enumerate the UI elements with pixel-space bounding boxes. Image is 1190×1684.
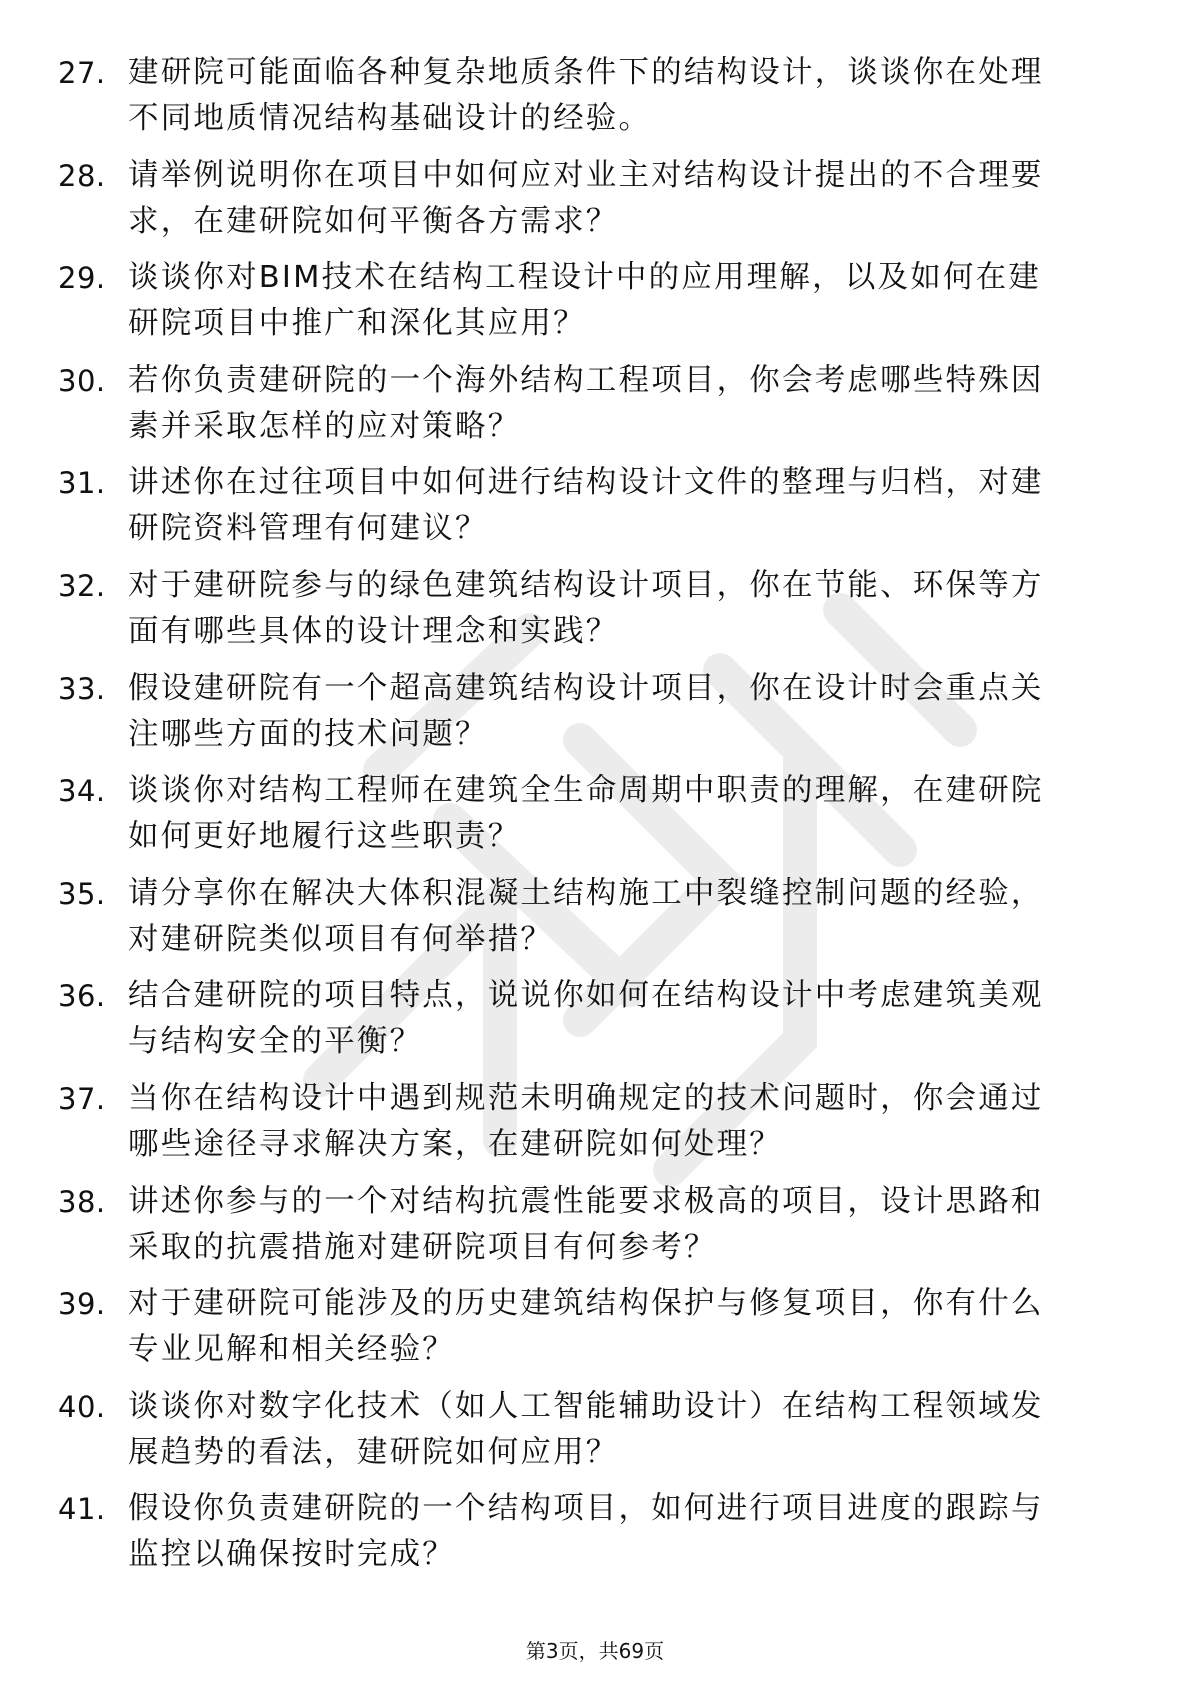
question-text-line: 对于建研院参与的绿色建筑结构设计项目，你在节能、环保等方 — [128, 567, 1044, 603]
question-text-line: 如何更好地履行这些职责？ — [128, 819, 521, 855]
question-text-line: 展趋势的看法，建研院如何应用？ — [128, 1434, 619, 1470]
question-text — [128, 255, 1168, 347]
question-text-line: 哪些途径寻求解决方案，在建研院如何处理？ — [128, 1126, 782, 1162]
question-number: 37. — [58, 1081, 106, 1116]
question-text-line: 面有哪些具体的设计理念和实践？ — [128, 613, 619, 649]
question-text — [128, 153, 1168, 245]
question-number: 29. — [58, 261, 106, 296]
question-number: 35. — [58, 876, 106, 911]
question-text-line: 求，在建研院如何平衡各方需求？ — [128, 203, 619, 239]
question-item — [58, 973, 1118, 1076]
question-number: 32. — [58, 568, 106, 603]
question-number: 36. — [58, 979, 106, 1014]
question-text — [128, 1486, 1168, 1578]
question-item — [58, 1486, 1118, 1589]
question-text — [128, 1076, 1168, 1168]
question-text — [128, 666, 1168, 758]
question-text-line: 请举例说明你在项目中如何应对业主对结构设计提出的不合理要 — [128, 157, 1044, 193]
question-text — [128, 1384, 1168, 1476]
question-text-line: 请分享你在解决大体积混凝土结构施工中裂缝控制问题的经验， — [128, 875, 1044, 911]
question-item — [58, 768, 1118, 871]
question-item — [58, 563, 1118, 666]
question-text-line: 对建研院类似项目有何举措？ — [128, 921, 554, 957]
question-text-line: 素并采取怎样的应对策略？ — [128, 408, 521, 444]
question-text-line: 讲述你参与的一个对结构抗震性能要求极高的项目，设计思路和 — [128, 1183, 1044, 1219]
question-text-line: 假设你负责建研院的一个结构项目，如何进行项目进度的跟踪与 — [128, 1491, 1044, 1527]
question-item — [58, 1281, 1118, 1384]
question-item — [58, 1179, 1118, 1282]
question-number: 40. — [58, 1389, 106, 1424]
question-text-line: 谈谈你对BIM技术在结构工程设计中的应用理解，以及如何在建 — [128, 260, 1042, 296]
question-number: 39. — [58, 1287, 106, 1322]
question-item — [58, 255, 1118, 358]
question-text-line: 不同地质情况结构基础设计的经验。 — [128, 101, 652, 136]
question-text-line: 讲述你在过往项目中如何进行结构设计文件的整理与归档，对建 — [128, 465, 1044, 501]
question-text — [128, 1281, 1168, 1373]
question-text — [128, 1179, 1168, 1271]
question-number: 27. — [58, 56, 106, 90]
question-text-line: 谈谈你对数字化技术（如人工智能辅助设计）在结构工程领域发 — [128, 1388, 1044, 1424]
question-number: 41. — [58, 1492, 106, 1527]
question-text-line: 当你在结构设计中遇到规范未明确规定的技术问题时，你会通过 — [128, 1080, 1044, 1116]
question-text-line: 采取的抗震措施对建研院项目有何参考？ — [128, 1229, 717, 1265]
question-item — [58, 50, 1118, 153]
question-number: 28. — [58, 158, 106, 193]
question-text-line: 研院资料管理有何建议？ — [128, 511, 488, 547]
question-item — [58, 358, 1118, 461]
question-text — [128, 50, 1168, 142]
question-text-line: 谈谈你对结构工程师在建筑全生命周期中职责的理解，在建研院 — [128, 773, 1044, 809]
question-item — [58, 1384, 1118, 1487]
question-number: 38. — [58, 1184, 106, 1219]
question-text-line: 假设建研院有一个超高建筑结构设计项目，你在设计时会重点关 — [128, 670, 1044, 706]
question-item — [58, 153, 1118, 256]
question-item — [58, 871, 1118, 974]
question-number: 33. — [58, 671, 106, 706]
question-number: 30. — [58, 363, 106, 398]
question-number: 31. — [58, 466, 106, 501]
question-text — [128, 768, 1168, 860]
page-number-label: 第3页，共69页 — [525, 1639, 665, 1663]
question-text-line: 对于建研院可能涉及的历史建筑结构保护与修复项目，你有什么 — [128, 1286, 1044, 1322]
question-text-line: 监控以确保按时完成？ — [128, 1537, 455, 1573]
question-text-line: 研院项目中推广和深化其应用？ — [128, 306, 586, 342]
question-text-line: 建研院可能面临各种复杂地质条件下的结构设计，谈谈你在处理 — [128, 55, 1044, 90]
page-footer — [0, 1638, 1190, 1664]
question-text-line: 结合建研院的项目特点，说说你如何在结构设计中考虑建筑美观 — [128, 978, 1044, 1014]
question-text-line: 若你负责建研院的一个海外结构工程项目，你会考虑哪些特殊因 — [128, 362, 1044, 398]
question-text — [128, 871, 1168, 963]
question-text — [128, 973, 1168, 1065]
question-text-line: 专业见解和相关经验？ — [128, 1332, 455, 1368]
question-item — [58, 1076, 1118, 1179]
question-list — [58, 50, 1118, 1589]
question-item — [58, 666, 1118, 769]
question-item — [58, 460, 1118, 563]
question-text — [128, 460, 1168, 552]
question-text — [128, 358, 1168, 450]
question-text-line: 注哪些方面的技术问题？ — [128, 716, 488, 752]
question-number: 34. — [58, 774, 106, 809]
question-text — [128, 563, 1168, 655]
question-text-line: 与结构安全的平衡？ — [128, 1024, 423, 1060]
